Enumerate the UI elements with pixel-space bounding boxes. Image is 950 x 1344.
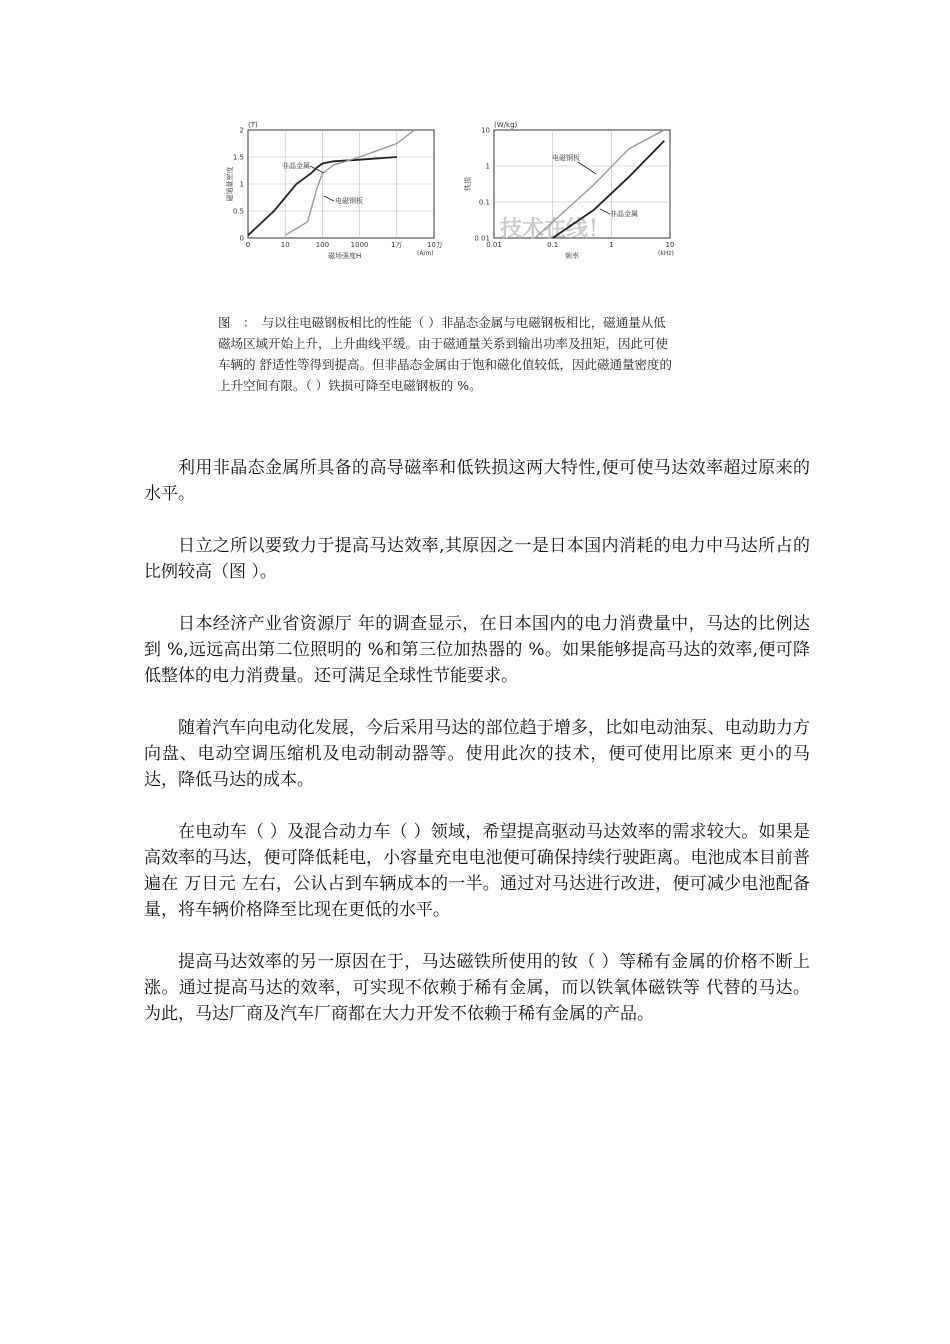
x-tick-label: 0 (245, 241, 251, 249)
x-tick-label: 1 (609, 241, 614, 249)
figure-charts (220, 118, 690, 268)
y-tick-label: 1 (485, 162, 490, 171)
y-unit: (W/kg) (494, 121, 518, 129)
pointer-steel (324, 196, 334, 201)
x-unit-value: 10万 (427, 241, 443, 249)
y-tick-label: 1.5 (232, 153, 244, 162)
y-unit: (T) (248, 121, 258, 129)
bh-curve-chart (220, 118, 445, 268)
x-tick-label: 1万 (391, 241, 403, 249)
y-tick-label: 0.5 (232, 207, 244, 216)
y-tick-label: 0 (239, 234, 244, 243)
paragraph: 日立之所以要致力于提高马达效率,其原因之一是日本国内消耗的电力中马达所占的比例较高（图 ）。 (144, 536, 810, 582)
paragraph: 在电动车（ ）及混合动力车（ ）领域，希望提高驱动马达效率的需求较大。如果是高效率的马达，便可降低耗电，小容量充电电池便可确保持续行驶距离。电池成本目前普遍在 万日元 左右，公认占到车辆成本的一半。通过对马达进行改进，便可减少电池配备量，将车辆价格降至比现在更低的水平。 (144, 822, 810, 920)
caption-line: 车辆的 舒适性等得到提高。但非晶态金属由于饱和磁化值较低，因此磁通量密度的 (218, 357, 672, 372)
x-tick-label: 1000 (350, 241, 369, 249)
y-tick-label: 10 (481, 126, 490, 135)
y-tick-label: 2 (239, 126, 244, 135)
pointer-steel (578, 162, 596, 174)
y-axis-label: 铁损 (464, 177, 472, 191)
core-loss-chart (460, 118, 690, 268)
caption-line: 上升空间有限。（ ）铁损可降至电磁钢板的 %。 (218, 378, 482, 393)
label-amorphous: 非晶金属 (282, 162, 310, 170)
x-axis-label: 频率 (565, 252, 579, 260)
y-tick-label: 1 (239, 180, 244, 189)
pointer-amorphous (600, 209, 610, 214)
y-axis-label: 磁通量密度 (226, 166, 234, 202)
figure-caption (218, 312, 738, 396)
x-tick-label: 100 (315, 241, 330, 249)
paragraph: 利用非晶态金属所具备的高导磁率和低铁损这两大特性,便可使马达效率超过原来的水平。 (144, 458, 810, 504)
caption-line: 磁场区域开始上升，上升曲线平缓。由于磁通量关系到输出功率及扭矩，因此可使 (218, 336, 669, 351)
x-tick-label: 0.1 (547, 241, 559, 249)
watermark: 技术在线！ (500, 217, 611, 242)
x-tick-label: 10 (280, 241, 290, 249)
paragraph: 日本经济产业省资源厅 年的调查显示，在日本国内的电力消费量中，马达的比例达到 %,远远高出第二位照明的 %和第三位加热器的 %。如果能够提高马达的效率,便可降低整体的电力消费量。还可满足全球性节能要求。 (144, 614, 810, 686)
x-unit: (kHz) (658, 250, 674, 257)
label-amorphous: 非晶金属 (610, 210, 638, 218)
x-tick-label: 0.01 (486, 241, 502, 249)
label-steel: 电磁钢板 (552, 154, 580, 162)
caption-line: 图 ： 与以往电磁钢板相比的性能（ ）非晶态金属与电磁钢板相比，磁通量从低 (218, 315, 666, 330)
article-body (144, 455, 810, 1053)
paragraph: 随着汽车向电动化发展，今后采用马达的部位趋于增多，比如电动油泵、电动助力方向盘、电动空调压缩机及电动制动器等。使用此次的技术，便可使用比原来 更小的马达，降低马达的成本。 (144, 718, 810, 790)
x-unit: (A/m) (417, 250, 434, 257)
y-tick-label: 0.01 (474, 234, 490, 243)
x-tick-label: 10 (665, 241, 675, 249)
x-axis-label: 磁场强度H (328, 252, 362, 260)
series-line-steel (285, 130, 414, 235)
paragraph: 提高马达效率的另一原因在于，马达磁铁所使用的钕（ ）等稀有金属的价格不断上涨。通过提高马达的效率，可实现不依赖于稀有金属，而以铁氧体磁铁等 代替的马达。为此，马达厂商及汽车厂商都在大力开发不依赖于稀有金属的产品。 (144, 952, 810, 1024)
label-steel: 电磁钢板 (335, 197, 363, 205)
y-tick-label: 0.1 (478, 198, 490, 207)
